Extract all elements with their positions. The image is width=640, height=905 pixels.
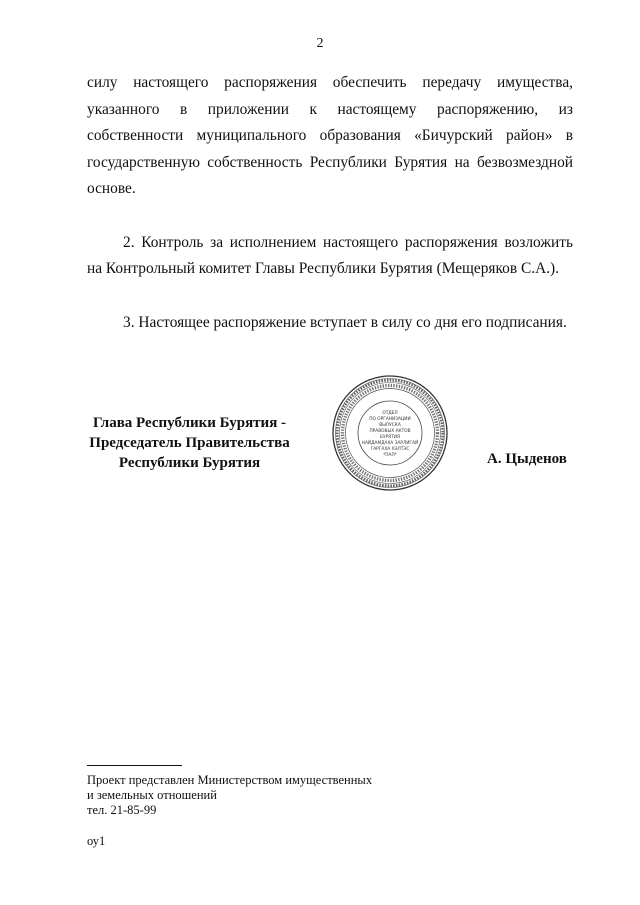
- seal-text: БУРЯТИЯ: [380, 435, 400, 440]
- seal-text: НАЙДАМДАХА ЗАРЛИГАЙ: [361, 441, 419, 446]
- seal-text: *ПАП*: [383, 453, 397, 458]
- footnote-line: и земельных отношений: [87, 788, 217, 802]
- seal-text: ГАРГАХА ХЭЛТЭС: [370, 447, 410, 452]
- seal-text: ВЫПУСКА: [379, 423, 401, 428]
- footnote: [87, 773, 372, 818]
- official-seal: [330, 373, 450, 493]
- signer-title-line: Республики Бурятия: [118, 455, 261, 471]
- signer-name: А. Цыденов: [487, 451, 567, 467]
- signer-title: [82, 413, 297, 473]
- page-number: 2: [316, 36, 324, 51]
- seal-text: ПО ОРГАНИЗАЦИИ: [369, 417, 411, 422]
- document-body: [87, 70, 573, 336]
- paragraph-3: 3. Настоящее распоряжение вступает в силу со дня его подписания.: [123, 313, 567, 331]
- footnote-divider: [87, 765, 182, 766]
- seal-text: ПРАВОВЫХ АКТОВ: [369, 429, 411, 434]
- signer-title-line: Председатель Правительства: [89, 435, 290, 451]
- seal-graphic: [330, 373, 450, 493]
- seal-text: ОТДЕЛ: [382, 411, 398, 416]
- footnote-line: тел. 21-85-99: [87, 803, 157, 817]
- signer-title-line: Глава Республики Бурятия -: [92, 415, 287, 431]
- footnote-line: Проект представлен Министерством имущественных: [87, 773, 373, 787]
- paragraph-2: 2. Контроль за исполнением настоящего распоряжения возложить на Контрольный комитет Главы Республики Бурятия (Мещеряков С.А.).: [87, 233, 573, 277]
- paragraph-1: силу настоящего распоряжения обеспечить передачу имущества, указанного в приложении к настоящему распоряжению, из собственности муниципального образования «Бичурский район» в государственную собственность Республики Бурятия на безвозмездной основе.: [87, 74, 573, 197]
- document-code: оу1: [87, 834, 106, 848]
